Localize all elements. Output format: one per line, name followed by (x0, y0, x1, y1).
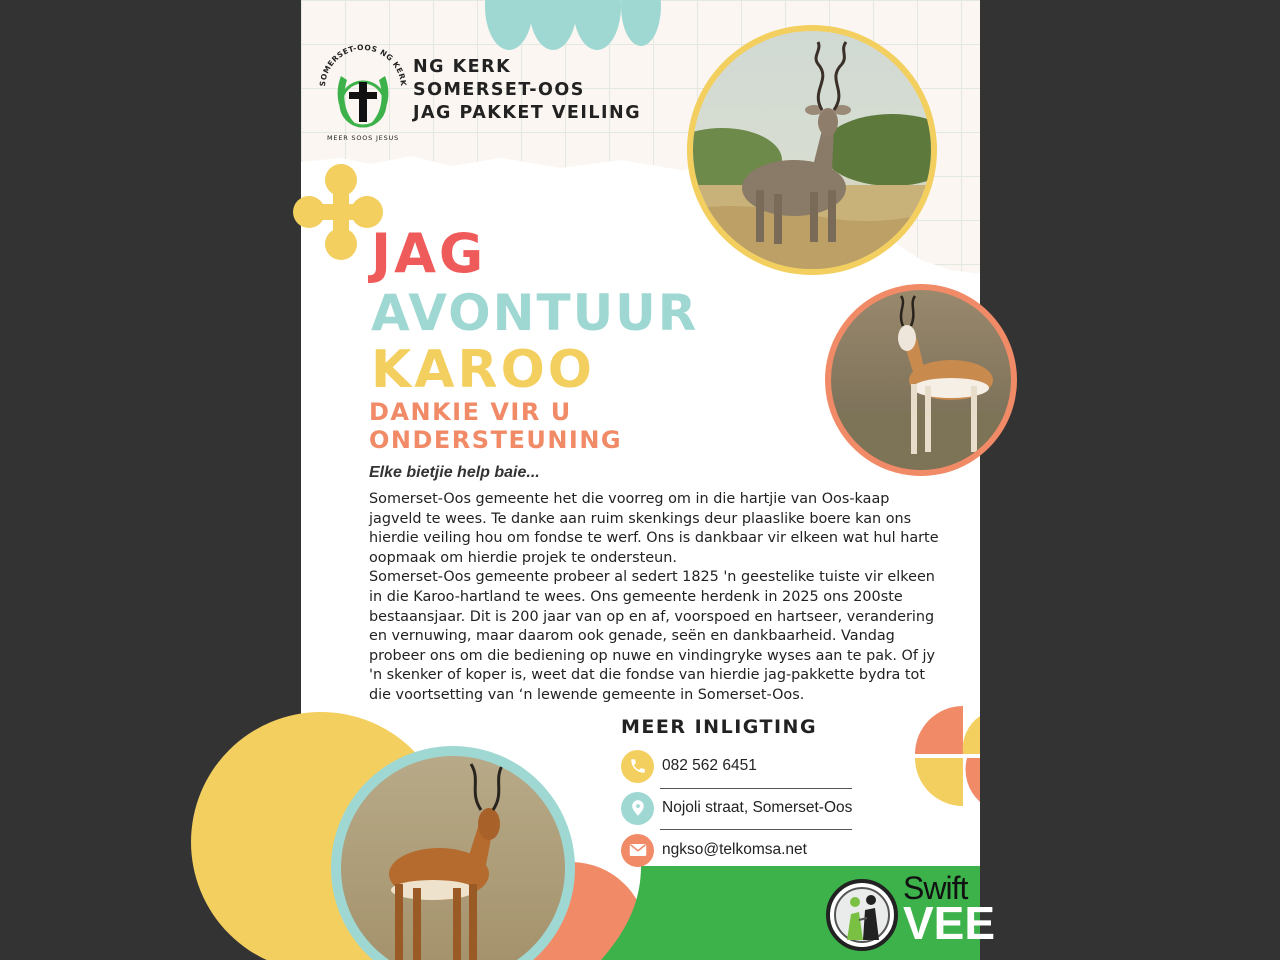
sponsor-word-2: VEE (903, 897, 996, 949)
contact-email-row (621, 833, 861, 867)
header-line-3: JAG PAKKET VEILING (413, 103, 642, 123)
contact-heading: MEER INLIGTING (621, 716, 818, 738)
swift-vee-logo-emblem (825, 878, 899, 952)
poster (301, 0, 996, 960)
contact-phone-row (621, 749, 861, 783)
header-line-2: SOMERSET-OOS (413, 80, 585, 100)
location-pin-icon (621, 792, 654, 825)
header-title (413, 56, 641, 125)
contact-address: Nojoli straat, Somerset-Oos (662, 799, 853, 816)
tagline: Elke bietjie help baie... (369, 464, 540, 481)
headline-karoo: KAROO (371, 340, 595, 400)
subheadline (369, 398, 622, 454)
phone-icon (621, 750, 654, 783)
contact-email[interactable]: ngkso@telkomsa.net (662, 841, 807, 858)
contact-phone[interactable]: 082 562 6451 (662, 757, 757, 774)
body-text (369, 490, 939, 706)
logo-bottom-text: MEER SOOS JESUS (327, 134, 399, 142)
envelope-icon (621, 834, 654, 867)
body-paragraph-2: Somerset-Oos gemeente probeer al sedert 1825 'n geestelike tuiste vir elkeen in die Karoo-hartland te wees. Ons gemeente herdenk in 2025 ons 200ste bestaansjaar. Dit is 200 jaar van op en af, voorspoed en hartseer, verandering en vernuwing, maar daarom ook genade, seën en dankbaarheid. Vandag probeer ons om die bediening op nuwe en vindingryke wyses aan te pak. Of jy 'n skenker of koper is, weet dat die fondse van hierdie jag-pakkette bydra tot die voortsetting van ‘n lewende gemeente in Somerset-Oos. (369, 569, 935, 703)
sponsor-word-1: Swift (903, 870, 968, 906)
contact-divider (660, 829, 852, 830)
contact-divider (660, 788, 852, 789)
logo-ring-text: SOMERSET-OOS NG KERK (317, 42, 409, 87)
headline-jag: JAG (371, 222, 487, 285)
impala-photo (329, 744, 579, 960)
right-shapes-decoration (911, 706, 980, 806)
headline-avontuur: AVONTUUR (371, 284, 699, 342)
header-line-1: NG KERK (413, 57, 512, 77)
kudu-photo (682, 20, 942, 280)
sponsor-name (903, 870, 996, 949)
church-logo (315, 36, 411, 144)
contact-address-row (621, 791, 861, 825)
teal-arches-decoration (481, 0, 661, 56)
springbok-photo (821, 282, 1001, 482)
subheadline-line-1: DANKIE VIR U (369, 398, 572, 426)
subheadline-line-2: ONDERSTEUNING (369, 426, 623, 454)
body-paragraph-1: Somerset-Oos gemeente het die voorreg om in die hartjie van Oos-kaap jagveld te wees. Te danke aan ruim skenkings deur plaaslike boere kan ons hierdie veiling hou om fondse te werf. Ons is dankbaar vir elkeen wat hul harte oopmaak om hierdie projek te ondersteun. (369, 491, 939, 566)
